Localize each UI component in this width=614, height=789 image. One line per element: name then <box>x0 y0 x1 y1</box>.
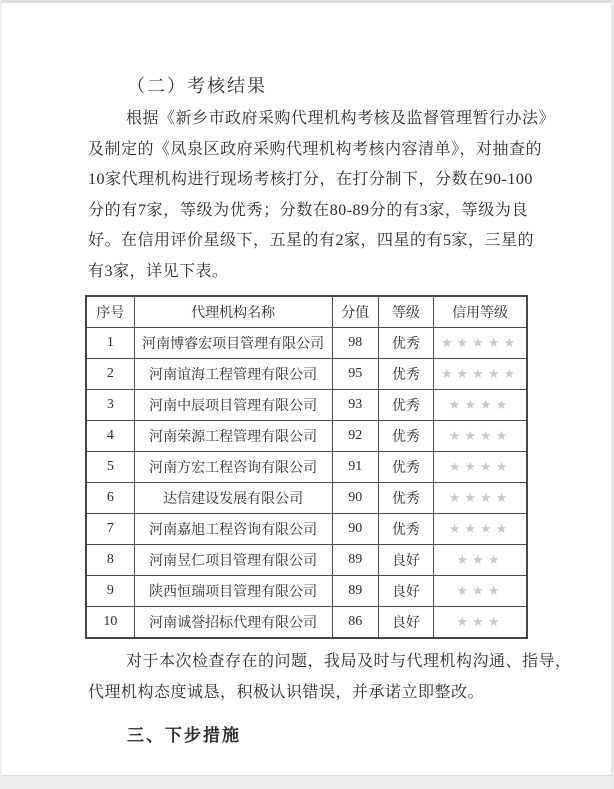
scan-edge-left <box>0 0 2 788</box>
table-header-cell: 分值 <box>332 296 378 328</box>
star-rating-icons: ★★★ <box>456 582 504 598</box>
paragraph-line: 分的有7家，等级为优秀；分数在80-89分的有3家，等级为良 <box>88 201 528 219</box>
star-rating-icons: ★★★★★ <box>440 365 520 381</box>
grade-cell: 优秀 <box>378 390 433 421</box>
row-number-cell: 3 <box>86 390 134 421</box>
row-number-cell: 10 <box>86 607 134 639</box>
paragraph-line: 代理机构态度诚恳，积极认识错误，并承诺立即整改。 <box>88 683 485 701</box>
table-row <box>86 452 527 483</box>
score-cell: 93 <box>332 390 378 421</box>
star-rating-icons: ★★★ <box>456 613 504 629</box>
credit-rating-cell <box>434 359 527 390</box>
row-number-cell: 4 <box>86 421 134 452</box>
score-cell: 95 <box>332 359 378 390</box>
credit-rating-cell <box>434 576 527 607</box>
paragraph-follow-up <box>88 647 572 708</box>
agency-name-cell: 河南嘉旭工程咨询有限公司 <box>134 514 332 545</box>
agency-name-cell: 陕西恒瑞项目管理有限公司 <box>134 576 332 607</box>
row-number-cell: 8 <box>86 545 134 576</box>
table-header-cell: 代理机构名称 <box>134 296 332 328</box>
star-rating-icons: ★★★★ <box>448 520 512 536</box>
score-cell: 86 <box>332 607 378 639</box>
table-row <box>86 328 527 359</box>
table-row <box>86 607 527 639</box>
assessment-results-table <box>85 295 528 639</box>
score-cell: 89 <box>332 576 378 607</box>
star-rating-icons: ★★★★★ <box>440 334 520 350</box>
credit-rating-cell <box>434 421 527 452</box>
grade-cell: 良好 <box>378 545 433 576</box>
agency-name-cell: 河南中辰项目管理有限公司 <box>134 390 332 421</box>
credit-rating-cell <box>434 452 527 483</box>
paragraph-line: 有3家，详见下表。 <box>88 262 229 280</box>
table-row <box>86 545 527 576</box>
score-cell: 92 <box>332 421 378 452</box>
score-cell: 89 <box>332 545 378 576</box>
credit-rating-cell <box>434 390 527 421</box>
row-number-cell: 1 <box>86 328 134 359</box>
star-rating-icons: ★★★★ <box>448 396 512 412</box>
agency-name-cell: 河南诚誉招标代理有限公司 <box>134 607 332 639</box>
table-row <box>86 576 527 607</box>
row-number-cell: 7 <box>86 514 134 545</box>
grade-cell: 优秀 <box>378 328 433 359</box>
grade-cell: 优秀 <box>378 514 433 545</box>
table-row <box>86 359 527 390</box>
scan-edge-bottom <box>0 775 614 789</box>
score-cell: 98 <box>332 328 378 359</box>
credit-rating-cell <box>434 328 527 359</box>
credit-rating-cell <box>434 483 527 514</box>
table-row <box>86 483 527 514</box>
paragraph-line: 好。在信用评价星级下，五星的有2家，四星的有5家，三星的 <box>88 232 535 249</box>
star-rating-icons: ★★★★ <box>448 489 512 505</box>
agency-name-cell: 河南博睿宏项目管理有限公司 <box>134 328 332 359</box>
row-number-cell: 5 <box>86 452 134 483</box>
star-rating-icons: ★★★★ <box>448 427 512 443</box>
score-cell: 91 <box>332 452 378 483</box>
scan-edge-top <box>0 0 614 3</box>
star-rating-icons: ★★★ <box>456 551 504 567</box>
score-cell: 90 <box>332 483 378 514</box>
agency-name-cell: 河南荣源工程管理有限公司 <box>134 421 332 452</box>
row-number-cell: 2 <box>86 359 134 390</box>
agency-name-cell: 河南谊海工程管理有限公司 <box>134 359 332 390</box>
grade-cell: 优秀 <box>378 359 433 390</box>
document-page <box>88 74 572 746</box>
paragraph-line: 及制定的《凤泉区政府采购代理机构考核内容清单》，对抽查的 <box>88 140 543 158</box>
grade-cell: 良好 <box>378 576 433 607</box>
credit-rating-cell <box>434 545 527 576</box>
table-row <box>86 421 527 452</box>
grade-cell: 优秀 <box>378 421 433 452</box>
row-number-cell: 6 <box>86 483 134 514</box>
grade-cell: 优秀 <box>378 452 433 483</box>
paragraph-line: 10家代理机构进行现场考核打分，在打分制下，分数在90-100 <box>88 171 533 188</box>
star-rating-icons: ★★★★ <box>448 458 512 474</box>
credit-rating-cell <box>434 607 527 639</box>
paragraph-assessment-summary <box>88 104 556 287</box>
table-header-cell: 等级 <box>378 296 433 328</box>
agency-name-cell: 达信建设发展有限公司 <box>134 483 332 514</box>
score-cell: 90 <box>332 514 378 545</box>
table-header-row <box>86 296 527 328</box>
table-header-cell: 信用等级 <box>434 296 527 328</box>
paragraph-line: 根据《新乡市政府采购代理机构考核及监督管理暂行办法》 <box>126 110 556 127</box>
row-number-cell: 9 <box>86 576 134 607</box>
credit-rating-cell <box>434 514 527 545</box>
section-heading-next-steps: 三、下步措施 <box>127 726 241 745</box>
table-row <box>86 514 527 545</box>
agency-name-cell: 河南昱仁项目管理有限公司 <box>134 545 332 576</box>
table-row <box>86 390 527 421</box>
table-header-cell: 序号 <box>86 296 134 328</box>
section-heading-results: （二）考核结果 <box>127 76 267 96</box>
grade-cell: 优秀 <box>378 483 433 514</box>
agency-name-cell: 河南方宏工程咨询有限公司 <box>134 452 332 483</box>
paragraph-line: 对于本次检查存在的问题，我局及时与代理机构沟通、指导， <box>126 653 572 670</box>
grade-cell: 良好 <box>378 607 433 639</box>
